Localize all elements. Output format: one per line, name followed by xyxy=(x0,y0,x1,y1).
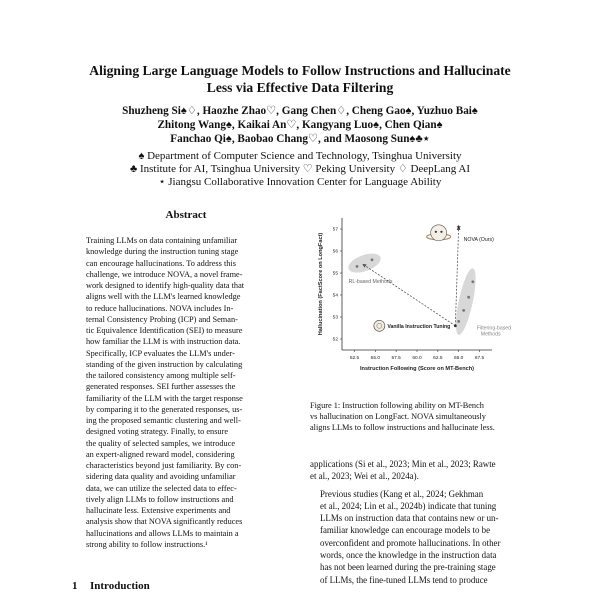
data-point xyxy=(471,280,474,283)
text-line: strong ability to follow instructions.¹ xyxy=(86,539,208,549)
x-tick-label: 57.5 xyxy=(391,356,401,361)
mascot-eye xyxy=(440,231,442,233)
x-tick-label: 60.0 xyxy=(412,356,422,361)
y-tick-label: 53 xyxy=(332,315,338,321)
data-point xyxy=(356,265,359,268)
text-line: generated responses. SEI further assesses the xyxy=(86,382,236,392)
x-tick-label: 67.5 xyxy=(474,356,485,361)
data-point xyxy=(467,296,470,299)
section-number: 1 xyxy=(72,580,78,592)
text-line: analysis show that NOVA significantly reduces xyxy=(86,517,243,527)
affiliation-list xyxy=(30,150,570,190)
text-line: et al., 2023; Wei et al., 2024a). xyxy=(310,471,419,482)
left-column xyxy=(86,209,286,550)
text-line: sidering data quality and avoiding unfamiliar xyxy=(86,472,236,482)
data-point xyxy=(454,324,457,327)
mascot-icon xyxy=(431,225,447,241)
y-tick-label: 54 xyxy=(332,293,338,299)
text-line: standing of the given instruction by calculating xyxy=(86,359,243,369)
author-line: Shuzheng Si♠♢, Haozhe Zhao♡, Gang Chen♢, Cheng Gao♠, Yuzhuo Bai♠ xyxy=(122,105,478,117)
scatter-chart xyxy=(308,210,528,388)
x-tick-label: 52.5 xyxy=(349,356,360,361)
text-line: data, we can utilize the selected data to effec- xyxy=(86,483,237,493)
text-line: ternal Consistency Probing (ICP) and Seman- xyxy=(86,314,238,324)
author-line: Zhitong Wang♠, Kaikai An♡, Kangyang Luo♠, Chen Qian♠ xyxy=(157,119,443,132)
caption-line: Figure 1: Instruction following ability on MT-Bench xyxy=(310,401,484,410)
filtering-methods-label: Filtering-based Methods xyxy=(476,325,512,338)
nova-star-point: ★ xyxy=(455,224,462,231)
section-heading xyxy=(72,580,150,592)
text-line: familiarity of the LLM with the target response xyxy=(86,393,243,403)
x-axis-label: Instruction Following (Score on MT-Bench) xyxy=(359,366,475,372)
text-line: tively align LLMs to follow instructions and xyxy=(86,494,234,504)
text-line: Previous studies (Kang et al., 2024; Gekhman xyxy=(320,488,484,499)
paper-title xyxy=(40,62,560,96)
figure-1 xyxy=(308,210,528,388)
intro-text xyxy=(310,458,528,586)
caption-line: vs hallucination on LongFact. NOVA simultaneously xyxy=(310,412,486,422)
vanilla-logo-icon xyxy=(374,320,385,331)
text-line: the quality of selected samples, we introduce xyxy=(86,438,236,448)
trend-arrow xyxy=(363,264,455,326)
text-line: hallucinate less. Extensive experiments and xyxy=(86,506,231,515)
text-line: applications (Si et al., 2023; Min et al., 2023; Rawte xyxy=(310,459,496,469)
text-line: to reduce hallucinations. NOVA includes In- xyxy=(86,303,234,313)
text-line: familiar knowledge can encourage models to be xyxy=(320,525,491,536)
paragraph xyxy=(310,458,528,483)
text-line: Training LLMs on data containing unfamiliar xyxy=(86,236,238,245)
y-tick-label: 52 xyxy=(332,337,338,343)
abstract-heading: Abstract xyxy=(165,209,207,221)
text-line: of LLMs, the fine-tuned LLMs tend to produce xyxy=(320,574,488,585)
data-point xyxy=(371,258,374,261)
mascot-eye xyxy=(435,231,437,233)
text-line: Specifically, ICP evaluates the LLM's under- xyxy=(86,348,235,358)
text-line: challenge, we introduce NOVA, a novel frame- xyxy=(86,269,243,279)
data-point xyxy=(457,320,460,323)
title-line: Less via Effective Data Filtering xyxy=(206,80,394,95)
text-line: words, once the knowledge in the instruction data xyxy=(320,550,497,561)
x-tick-label: 62.5 xyxy=(433,356,443,361)
text-line: et al., 2024; Lin et al., 2024b) indicate that tuning xyxy=(320,500,497,511)
data-point xyxy=(462,309,465,312)
text-line: characteristics beyond just familiarity. By con- xyxy=(86,461,242,470)
text-line: knowledge during the instruction tuning stage xyxy=(86,247,239,257)
y-tick-label: 56 xyxy=(332,249,338,255)
author-list xyxy=(30,104,570,147)
text-line: overconfident and promote hallucinations. In other xyxy=(320,537,501,548)
text-line: LLMs on instruction data that contains new or un- xyxy=(320,513,499,524)
caption-line: aligns LLMs to follow instructions and hallucinate less. xyxy=(310,423,495,433)
affiliation-line: ♠ Department of Computer Science and Technology, Tsinghua University xyxy=(138,150,462,162)
abstract-body xyxy=(86,235,286,550)
y-tick-label: 55 xyxy=(332,271,338,277)
text-line: tic Equivalence Identification (SEI) to measure xyxy=(86,326,243,335)
title-line: Aligning Large Language Models to Follow Instructions and Hallucinate xyxy=(89,63,511,78)
nova-label: NOVA (Ours) xyxy=(463,236,494,243)
text-line: has not been learned during the pre-training stage xyxy=(320,562,496,573)
y-axis-label: Hallucination (FactScore on LongFact) xyxy=(318,232,324,336)
text-line: by comparing it to the generated responses, us- xyxy=(86,404,243,414)
section-title: Introduction xyxy=(90,580,150,592)
text-line: the tailored consistency among multiple self- xyxy=(86,371,236,380)
affiliation-line: ♣ Institute for AI, Tsinghua University ♡ Peking University ♢ DeepLang AI xyxy=(129,163,471,176)
y-tick-label: 57 xyxy=(332,227,338,233)
author-line: Fanchao Qi♠, Baobao Chang♡, and Maosong Sun♠♣⋆ xyxy=(170,133,430,146)
text-line: can encourage hallucinations. To address this xyxy=(86,258,236,268)
text-line: work designed to identify high-quality data that xyxy=(86,281,245,290)
text-line: aligns well with the LLM's learned knowledge xyxy=(86,292,241,302)
affiliation-line: ⋆ Jiangsu Collaborative Innovation Center for Language Ability xyxy=(158,176,442,189)
vanilla-label: Vanilla Instruction Tuning xyxy=(387,323,451,330)
text-line: hallucinations and allows LLMs to maintain a xyxy=(86,528,239,538)
x-tick-label: 65.0 xyxy=(453,356,464,361)
paragraph xyxy=(310,488,528,586)
text-line: ing the proposed semantic clustering and well- xyxy=(86,416,241,425)
text-line: how familiar the LLM is with instruction data. xyxy=(86,337,241,347)
text-line: designed voting strategy. Finally, to ensure xyxy=(86,427,229,437)
figure-caption xyxy=(310,400,528,434)
rl-methods-region xyxy=(346,250,383,277)
text-line: an expert-aligned reward model, considering xyxy=(86,449,235,459)
rl-methods-label: RL-based Methods xyxy=(348,279,393,286)
x-tick-label: 55.0 xyxy=(370,356,381,361)
